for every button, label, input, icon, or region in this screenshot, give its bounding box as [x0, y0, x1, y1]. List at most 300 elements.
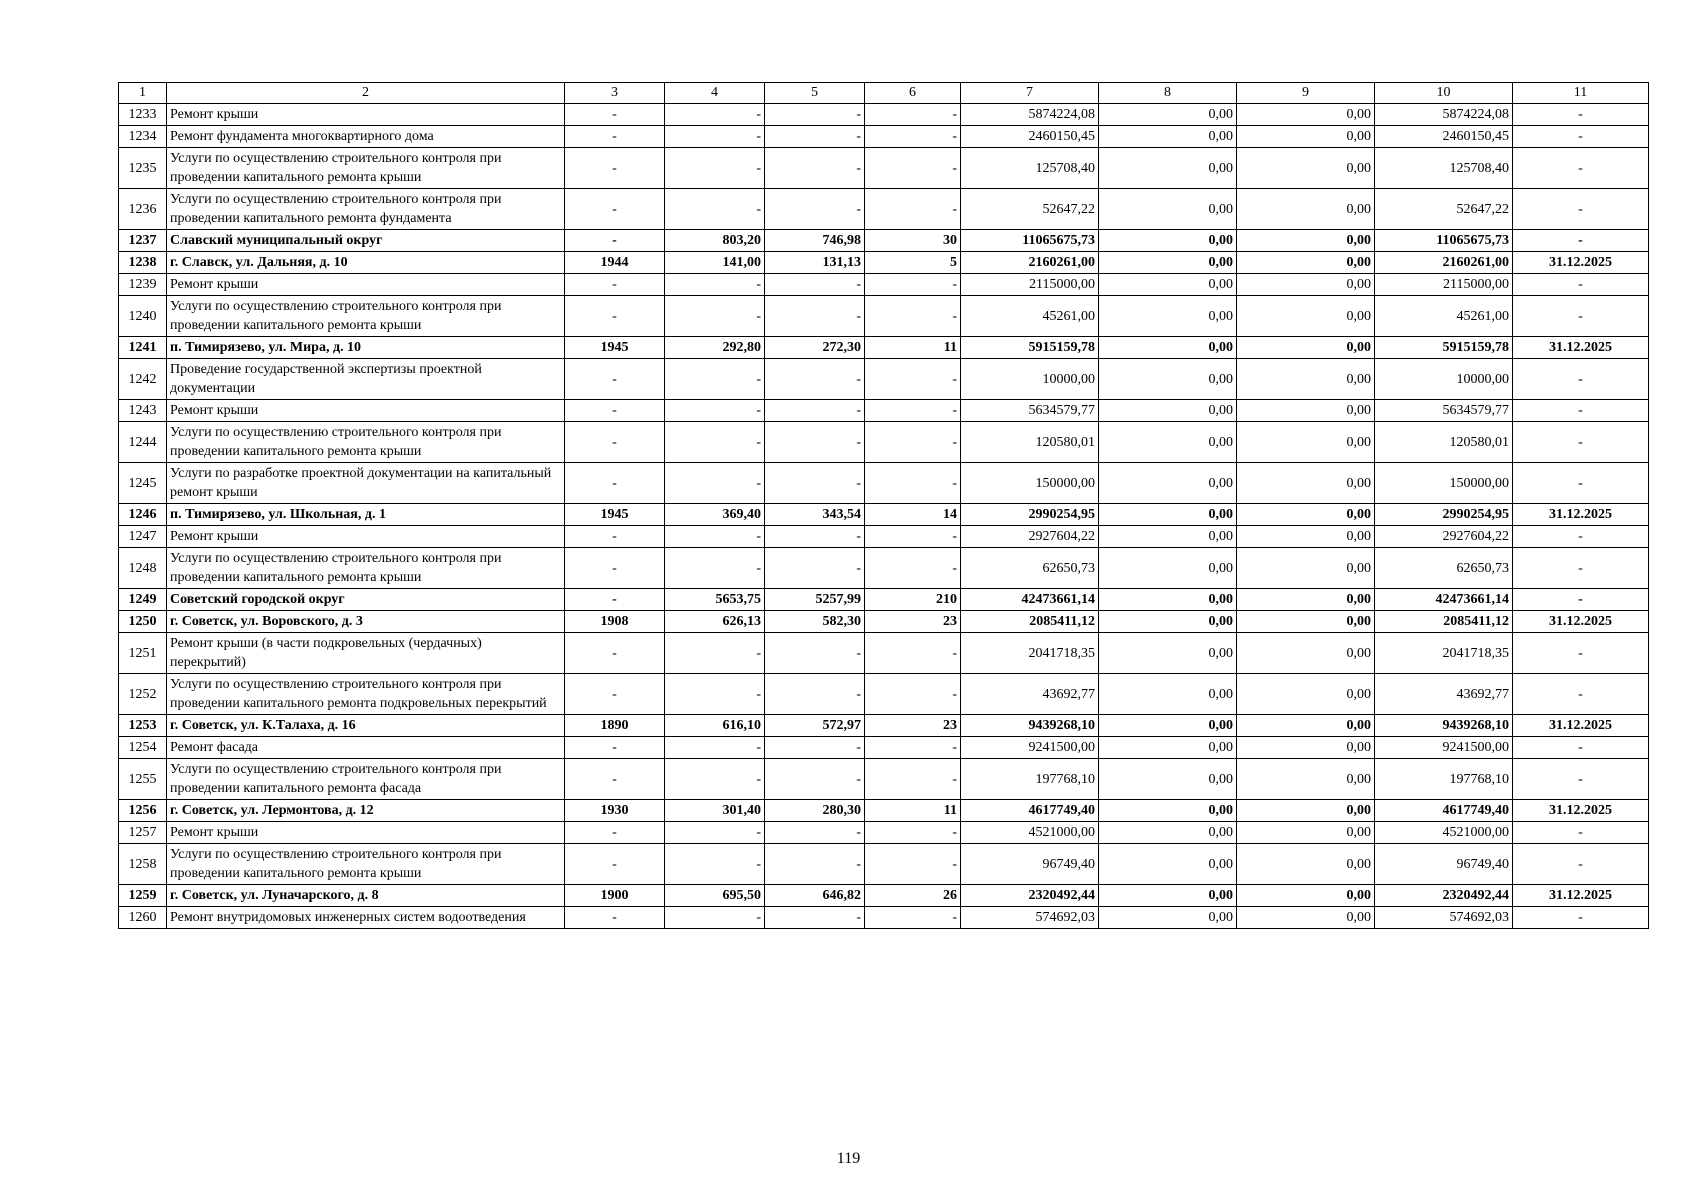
- cost-fund-cell: 0,00: [1099, 463, 1237, 504]
- area-total-cell: -: [665, 548, 765, 589]
- area-living-cell: 131,13: [765, 252, 865, 274]
- area-total-cell: -: [665, 674, 765, 715]
- column-header: 2: [167, 83, 565, 104]
- row-number-cell: 1235: [119, 148, 167, 189]
- cost-fund-cell: 0,00: [1099, 633, 1237, 674]
- completion-date-cell: -: [1513, 633, 1649, 674]
- area-living-cell: -: [765, 148, 865, 189]
- area-living-cell: 646,82: [765, 885, 865, 907]
- cost-owners-cell: 2320492,44: [1375, 885, 1513, 907]
- work-description-cell: Ремонт внутридомовых инженерных систем водоотведения: [167, 907, 565, 929]
- work-description-cell: Услуги по осуществлению строительного контроля при проведении капитального ремонта фасада: [167, 759, 565, 800]
- completion-date-cell: -: [1513, 422, 1649, 463]
- residents-count-cell: 30: [865, 230, 961, 252]
- cost-fund-cell: 0,00: [1099, 548, 1237, 589]
- year-built-cell: -: [565, 274, 665, 296]
- cost-budget-cell: 0,00: [1237, 148, 1375, 189]
- row-number-cell: 1240: [119, 296, 167, 337]
- cost-total-cell: 96749,40: [961, 844, 1099, 885]
- completion-date-cell: 31.12.2025: [1513, 611, 1649, 633]
- area-total-cell: -: [665, 422, 765, 463]
- year-built-cell: -: [565, 230, 665, 252]
- completion-date-cell: -: [1513, 359, 1649, 400]
- area-living-cell: -: [765, 844, 865, 885]
- year-built-cell: 1945: [565, 504, 665, 526]
- completion-date-cell: 31.12.2025: [1513, 337, 1649, 359]
- cost-owners-cell: 5915159,78: [1375, 337, 1513, 359]
- residents-count-cell: -: [865, 189, 961, 230]
- cost-budget-cell: 0,00: [1237, 907, 1375, 929]
- area-living-cell: -: [765, 359, 865, 400]
- row-number-cell: 1234: [119, 126, 167, 148]
- completion-date-cell: -: [1513, 737, 1649, 759]
- column-header: 3: [565, 83, 665, 104]
- cost-owners-cell: 150000,00: [1375, 463, 1513, 504]
- year-built-cell: -: [565, 674, 665, 715]
- work-description-cell: Ремонт крыши: [167, 400, 565, 422]
- area-total-cell: -: [665, 526, 765, 548]
- row-number-cell: 1241: [119, 337, 167, 359]
- residents-count-cell: 23: [865, 715, 961, 737]
- cost-owners-cell: 2041718,35: [1375, 633, 1513, 674]
- cost-fund-cell: 0,00: [1099, 504, 1237, 526]
- cost-owners-cell: 43692,77: [1375, 674, 1513, 715]
- table-row: [119, 633, 1649, 674]
- cost-fund-cell: 0,00: [1099, 274, 1237, 296]
- cost-budget-cell: 0,00: [1237, 189, 1375, 230]
- capital-repair-table: [118, 82, 1649, 929]
- area-total-cell: -: [665, 126, 765, 148]
- year-built-cell: 1945: [565, 337, 665, 359]
- cost-fund-cell: 0,00: [1099, 400, 1237, 422]
- cost-total-cell: 9241500,00: [961, 737, 1099, 759]
- work-description-cell: Услуги по осуществлению строительного контроля при проведении капитального ремонта крыши: [167, 844, 565, 885]
- residents-count-cell: -: [865, 359, 961, 400]
- area-living-cell: -: [765, 400, 865, 422]
- cost-fund-cell: 0,00: [1099, 252, 1237, 274]
- cost-budget-cell: 0,00: [1237, 548, 1375, 589]
- area-total-cell: 292,80: [665, 337, 765, 359]
- row-number-cell: 1251: [119, 633, 167, 674]
- area-living-cell: -: [765, 633, 865, 674]
- year-built-cell: -: [565, 296, 665, 337]
- cost-total-cell: 150000,00: [961, 463, 1099, 504]
- work-description-cell: Ремонт крыши: [167, 526, 565, 548]
- row-number-cell: 1238: [119, 252, 167, 274]
- column-header: 10: [1375, 83, 1513, 104]
- cost-owners-cell: 120580,01: [1375, 422, 1513, 463]
- cost-budget-cell: 0,00: [1237, 737, 1375, 759]
- area-living-cell: -: [765, 104, 865, 126]
- area-total-cell: -: [665, 189, 765, 230]
- work-description-cell: г. Советск, ул. Лермонтова, д. 12: [167, 800, 565, 822]
- work-description-cell: г. Славск, ул. Дальняя, д. 10: [167, 252, 565, 274]
- work-description-cell: Услуги по осуществлению строительного контроля при проведении капитального ремонта крыши: [167, 148, 565, 189]
- cost-budget-cell: 0,00: [1237, 296, 1375, 337]
- cost-fund-cell: 0,00: [1099, 800, 1237, 822]
- cost-budget-cell: 0,00: [1237, 715, 1375, 737]
- year-built-cell: -: [565, 907, 665, 929]
- cost-total-cell: 4617749,40: [961, 800, 1099, 822]
- work-description-cell: п. Тимирязево, ул. Школьная, д. 1: [167, 504, 565, 526]
- work-description-cell: Ремонт крыши (в части подкровельных (чердачных) перекрытий): [167, 633, 565, 674]
- residents-count-cell: -: [865, 674, 961, 715]
- cost-owners-cell: 2115000,00: [1375, 274, 1513, 296]
- cost-fund-cell: 0,00: [1099, 611, 1237, 633]
- table-row: [119, 548, 1649, 589]
- work-description-cell: Услуги по осуществлению строительного контроля при проведении капитального ремонта крыши: [167, 422, 565, 463]
- completion-date-cell: -: [1513, 674, 1649, 715]
- cost-total-cell: 574692,03: [961, 907, 1099, 929]
- completion-date-cell: -: [1513, 907, 1649, 929]
- residents-count-cell: -: [865, 759, 961, 800]
- work-description-cell: Услуги по осуществлению строительного контроля при проведении капитального ремонта крыши: [167, 548, 565, 589]
- cost-total-cell: 4521000,00: [961, 822, 1099, 844]
- cost-owners-cell: 2160261,00: [1375, 252, 1513, 274]
- area-living-cell: -: [765, 737, 865, 759]
- work-description-cell: Ремонт крыши: [167, 104, 565, 126]
- cost-fund-cell: 0,00: [1099, 126, 1237, 148]
- cost-total-cell: 5915159,78: [961, 337, 1099, 359]
- cost-total-cell: 120580,01: [961, 422, 1099, 463]
- residents-count-cell: -: [865, 633, 961, 674]
- residents-count-cell: -: [865, 844, 961, 885]
- completion-date-cell: -: [1513, 589, 1649, 611]
- row-number-cell: 1236: [119, 189, 167, 230]
- cost-fund-cell: 0,00: [1099, 359, 1237, 400]
- area-living-cell: -: [765, 759, 865, 800]
- work-description-cell: Ремонт фундамента многоквартирного дома: [167, 126, 565, 148]
- cost-owners-cell: 45261,00: [1375, 296, 1513, 337]
- cost-budget-cell: 0,00: [1237, 633, 1375, 674]
- cost-fund-cell: 0,00: [1099, 104, 1237, 126]
- table-row: [119, 463, 1649, 504]
- residents-count-cell: -: [865, 422, 961, 463]
- cost-budget-cell: 0,00: [1237, 274, 1375, 296]
- cost-owners-cell: 4521000,00: [1375, 822, 1513, 844]
- residents-count-cell: -: [865, 548, 961, 589]
- area-total-cell: -: [665, 463, 765, 504]
- residents-count-cell: 11: [865, 337, 961, 359]
- cost-fund-cell: 0,00: [1099, 296, 1237, 337]
- work-description-cell: Услуги по осуществлению строительного контроля при проведении капитального ремонта подкровельных перекрытий: [167, 674, 565, 715]
- table-row: [119, 422, 1649, 463]
- cost-budget-cell: 0,00: [1237, 526, 1375, 548]
- year-built-cell: -: [565, 737, 665, 759]
- residents-count-cell: -: [865, 463, 961, 504]
- cost-budget-cell: 0,00: [1237, 359, 1375, 400]
- completion-date-cell: 31.12.2025: [1513, 715, 1649, 737]
- cost-owners-cell: 42473661,14: [1375, 589, 1513, 611]
- row-number-cell: 1233: [119, 104, 167, 126]
- year-built-cell: -: [565, 822, 665, 844]
- year-built-cell: 1908: [565, 611, 665, 633]
- cost-owners-cell: 11065675,73: [1375, 230, 1513, 252]
- year-built-cell: -: [565, 589, 665, 611]
- table-row: [119, 126, 1649, 148]
- cost-budget-cell: 0,00: [1237, 337, 1375, 359]
- table-row: [119, 800, 1649, 822]
- year-built-cell: -: [565, 104, 665, 126]
- cost-budget-cell: 0,00: [1237, 611, 1375, 633]
- area-total-cell: 695,50: [665, 885, 765, 907]
- year-built-cell: -: [565, 526, 665, 548]
- completion-date-cell: -: [1513, 189, 1649, 230]
- cost-total-cell: 2460150,45: [961, 126, 1099, 148]
- completion-date-cell: 31.12.2025: [1513, 252, 1649, 274]
- completion-date-cell: -: [1513, 463, 1649, 504]
- cost-total-cell: 2160261,00: [961, 252, 1099, 274]
- work-description-cell: Услуги по осуществлению строительного контроля при проведении капитального ремонта фундамента: [167, 189, 565, 230]
- cost-total-cell: 11065675,73: [961, 230, 1099, 252]
- area-total-cell: 141,00: [665, 252, 765, 274]
- row-number-cell: 1242: [119, 359, 167, 400]
- table-row: [119, 504, 1649, 526]
- table-row: [119, 611, 1649, 633]
- table-row: [119, 907, 1649, 929]
- table-row: [119, 526, 1649, 548]
- area-total-cell: 803,20: [665, 230, 765, 252]
- cost-fund-cell: 0,00: [1099, 759, 1237, 800]
- cost-owners-cell: 9439268,10: [1375, 715, 1513, 737]
- column-header: 4: [665, 83, 765, 104]
- area-living-cell: -: [765, 274, 865, 296]
- document-table-container: [118, 82, 1648, 929]
- area-living-cell: 746,98: [765, 230, 865, 252]
- year-built-cell: 1944: [565, 252, 665, 274]
- table-row: [119, 252, 1649, 274]
- residents-count-cell: 210: [865, 589, 961, 611]
- area-living-cell: -: [765, 126, 865, 148]
- completion-date-cell: -: [1513, 526, 1649, 548]
- cost-fund-cell: 0,00: [1099, 589, 1237, 611]
- area-total-cell: -: [665, 844, 765, 885]
- table-row: [119, 337, 1649, 359]
- residents-count-cell: 23: [865, 611, 961, 633]
- area-living-cell: 572,97: [765, 715, 865, 737]
- row-number-cell: 1246: [119, 504, 167, 526]
- cost-fund-cell: 0,00: [1099, 422, 1237, 463]
- cost-total-cell: 52647,22: [961, 189, 1099, 230]
- table-row: [119, 844, 1649, 885]
- cost-fund-cell: 0,00: [1099, 189, 1237, 230]
- completion-date-cell: -: [1513, 126, 1649, 148]
- row-number-cell: 1244: [119, 422, 167, 463]
- cost-total-cell: 5874224,08: [961, 104, 1099, 126]
- area-living-cell: -: [765, 422, 865, 463]
- cost-total-cell: 62650,73: [961, 548, 1099, 589]
- column-header: 1: [119, 83, 167, 104]
- year-built-cell: -: [565, 548, 665, 589]
- cost-owners-cell: 52647,22: [1375, 189, 1513, 230]
- cost-total-cell: 2320492,44: [961, 885, 1099, 907]
- work-description-cell: г. Советск, ул. Луначарского, д. 8: [167, 885, 565, 907]
- page-number: 119: [836, 1150, 861, 1167]
- residents-count-cell: -: [865, 296, 961, 337]
- cost-budget-cell: 0,00: [1237, 252, 1375, 274]
- completion-date-cell: -: [1513, 230, 1649, 252]
- residents-count-cell: -: [865, 737, 961, 759]
- cost-total-cell: 197768,10: [961, 759, 1099, 800]
- cost-budget-cell: 0,00: [1237, 589, 1375, 611]
- area-total-cell: 369,40: [665, 504, 765, 526]
- area-total-cell: -: [665, 633, 765, 674]
- year-built-cell: 1890: [565, 715, 665, 737]
- year-built-cell: -: [565, 359, 665, 400]
- cost-fund-cell: 0,00: [1099, 822, 1237, 844]
- table-row: [119, 230, 1649, 252]
- table-row: [119, 885, 1649, 907]
- year-built-cell: -: [565, 633, 665, 674]
- residents-count-cell: 11: [865, 800, 961, 822]
- cost-budget-cell: 0,00: [1237, 104, 1375, 126]
- cost-total-cell: 42473661,14: [961, 589, 1099, 611]
- completion-date-cell: -: [1513, 400, 1649, 422]
- year-built-cell: -: [565, 463, 665, 504]
- cost-total-cell: 9439268,10: [961, 715, 1099, 737]
- cost-total-cell: 2041718,35: [961, 633, 1099, 674]
- cost-total-cell: 2115000,00: [961, 274, 1099, 296]
- year-built-cell: -: [565, 422, 665, 463]
- area-living-cell: 582,30: [765, 611, 865, 633]
- area-total-cell: -: [665, 296, 765, 337]
- area-living-cell: 280,30: [765, 800, 865, 822]
- work-description-cell: г. Советск, ул. Воровского, д. 3: [167, 611, 565, 633]
- cost-owners-cell: 574692,03: [1375, 907, 1513, 929]
- completion-date-cell: -: [1513, 759, 1649, 800]
- cost-total-cell: 2990254,95: [961, 504, 1099, 526]
- cost-owners-cell: 62650,73: [1375, 548, 1513, 589]
- cost-owners-cell: 197768,10: [1375, 759, 1513, 800]
- year-built-cell: -: [565, 126, 665, 148]
- row-number-cell: 1256: [119, 800, 167, 822]
- table-row: [119, 674, 1649, 715]
- table-row: [119, 715, 1649, 737]
- completion-date-cell: -: [1513, 296, 1649, 337]
- cost-total-cell: 10000,00: [961, 359, 1099, 400]
- cost-fund-cell: 0,00: [1099, 907, 1237, 929]
- cost-owners-cell: 96749,40: [1375, 844, 1513, 885]
- cost-owners-cell: 2460150,45: [1375, 126, 1513, 148]
- area-total-cell: 626,13: [665, 611, 765, 633]
- residents-count-cell: 14: [865, 504, 961, 526]
- cost-budget-cell: 0,00: [1237, 230, 1375, 252]
- work-description-cell: Славский муниципальный округ: [167, 230, 565, 252]
- residents-count-cell: -: [865, 274, 961, 296]
- cost-total-cell: 125708,40: [961, 148, 1099, 189]
- row-number-cell: 1259: [119, 885, 167, 907]
- cost-budget-cell: 0,00: [1237, 822, 1375, 844]
- cost-owners-cell: 2927604,22: [1375, 526, 1513, 548]
- row-number-cell: 1245: [119, 463, 167, 504]
- table-row: [119, 359, 1649, 400]
- work-description-cell: Услуги по разработке проектной документации на капитальный ремонт крыши: [167, 463, 565, 504]
- column-header: 7: [961, 83, 1099, 104]
- residents-count-cell: -: [865, 400, 961, 422]
- completion-date-cell: -: [1513, 148, 1649, 189]
- cost-fund-cell: 0,00: [1099, 715, 1237, 737]
- area-living-cell: -: [765, 189, 865, 230]
- cost-total-cell: 45261,00: [961, 296, 1099, 337]
- completion-date-cell: 31.12.2025: [1513, 504, 1649, 526]
- area-living-cell: -: [765, 822, 865, 844]
- work-description-cell: Ремонт фасада: [167, 737, 565, 759]
- row-number-cell: 1247: [119, 526, 167, 548]
- cost-total-cell: 2085411,12: [961, 611, 1099, 633]
- area-total-cell: -: [665, 759, 765, 800]
- area-total-cell: -: [665, 907, 765, 929]
- work-description-cell: п. Тимирязево, ул. Мира, д. 10: [167, 337, 565, 359]
- work-description-cell: Ремонт крыши: [167, 274, 565, 296]
- area-total-cell: 616,10: [665, 715, 765, 737]
- completion-date-cell: 31.12.2025: [1513, 885, 1649, 907]
- year-built-cell: 1930: [565, 800, 665, 822]
- year-built-cell: -: [565, 148, 665, 189]
- table-row: [119, 148, 1649, 189]
- area-living-cell: -: [765, 526, 865, 548]
- area-total-cell: -: [665, 274, 765, 296]
- cost-fund-cell: 0,00: [1099, 148, 1237, 189]
- column-header: 5: [765, 83, 865, 104]
- cost-owners-cell: 10000,00: [1375, 359, 1513, 400]
- cost-total-cell: 2927604,22: [961, 526, 1099, 548]
- cost-budget-cell: 0,00: [1237, 885, 1375, 907]
- column-header: 11: [1513, 83, 1649, 104]
- row-number-cell: 1237: [119, 230, 167, 252]
- year-built-cell: -: [565, 759, 665, 800]
- row-number-cell: 1249: [119, 589, 167, 611]
- area-living-cell: -: [765, 463, 865, 504]
- table-row: [119, 822, 1649, 844]
- residents-count-cell: -: [865, 526, 961, 548]
- cost-budget-cell: 0,00: [1237, 422, 1375, 463]
- row-number-cell: 1239: [119, 274, 167, 296]
- cost-fund-cell: 0,00: [1099, 885, 1237, 907]
- row-number-cell: 1260: [119, 907, 167, 929]
- completion-date-cell: -: [1513, 104, 1649, 126]
- cost-fund-cell: 0,00: [1099, 337, 1237, 359]
- cost-owners-cell: 4617749,40: [1375, 800, 1513, 822]
- cost-budget-cell: 0,00: [1237, 844, 1375, 885]
- cost-owners-cell: 2990254,95: [1375, 504, 1513, 526]
- cost-total-cell: 5634579,77: [961, 400, 1099, 422]
- table-row: [119, 296, 1649, 337]
- table-row: [119, 400, 1649, 422]
- area-living-cell: -: [765, 548, 865, 589]
- area-living-cell: -: [765, 296, 865, 337]
- row-number-cell: 1243: [119, 400, 167, 422]
- table-row: [119, 189, 1649, 230]
- residents-count-cell: -: [865, 126, 961, 148]
- year-built-cell: -: [565, 844, 665, 885]
- cost-owners-cell: 2085411,12: [1375, 611, 1513, 633]
- cost-total-cell: 43692,77: [961, 674, 1099, 715]
- column-header: 8: [1099, 83, 1237, 104]
- cost-budget-cell: 0,00: [1237, 800, 1375, 822]
- table-row: [119, 104, 1649, 126]
- area-total-cell: 5653,75: [665, 589, 765, 611]
- row-number-cell: 1254: [119, 737, 167, 759]
- area-total-cell: -: [665, 822, 765, 844]
- row-number-cell: 1258: [119, 844, 167, 885]
- table-row: [119, 589, 1649, 611]
- year-built-cell: -: [565, 189, 665, 230]
- completion-date-cell: -: [1513, 548, 1649, 589]
- row-number-cell: 1253: [119, 715, 167, 737]
- column-number-row: [119, 83, 1649, 104]
- cost-fund-cell: 0,00: [1099, 674, 1237, 715]
- completion-date-cell: -: [1513, 844, 1649, 885]
